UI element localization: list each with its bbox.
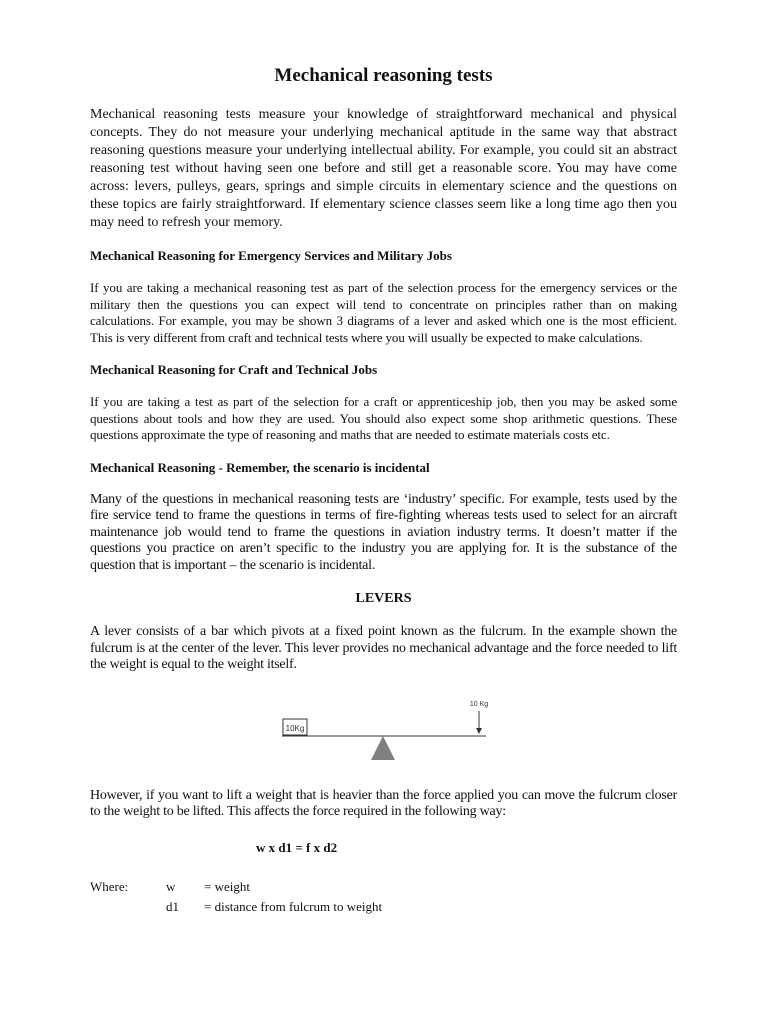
definition-meaning: = distance from fulcrum to weight <box>204 898 383 914</box>
levers-after: However, if you want to lift a weight that is heavier than the force applied you can move the fulcrum closer to the weight to be lifted. This affects the force required in the following way: <box>90 787 677 819</box>
intro-paragraph: Mechanical reasoning tests measure your knowledge of straightforward mechanical and physical concepts. They do not measure your underlying mechanical aptitude in the same way that abstract reasoning questions measure your underlying intellectual ability. For example, you could sit an abstract reasoning test without having seen one before and still get a reasonable score. You may have come across: levers, pulleys, gears, springs and simple circuits in elementary science and the questions on these topics are fairly straightforward. If elementary science classes seem like a long time ago then you may need to refresh your memory. <box>90 107 677 230</box>
section-heading-craft: Mechanical Reasoning for Craft and Technical Jobs <box>90 362 378 377</box>
levers-intro: A lever consists of a bar which pivots at a fixed point known as the fulcrum. In the example shown the fulcrum is at the center of the lever. This lever provides no mechanical advantage and the force needed to lift the weight is equal to the weight itself. <box>90 624 677 672</box>
section-body-emergency: If you are taking a mechanical reasoning test as part of the selection process for the emergency services or the military then the questions you can expect will tend to concentrate on principles rather than on making calculations. For example, you may be shown 3 diagrams of a lever and asked which one is the most efficient. This is very different from craft and technical tests where you will usually be expected to make calculations. <box>90 280 677 345</box>
section-heading-scenario: Mechanical Reasoning - Remember, the scenario is incidental <box>90 459 430 475</box>
weight-label: 10Kg <box>285 723 305 733</box>
lever-formula: w x d1 = f x d2 <box>256 839 338 855</box>
definition-row <box>90 897 677 917</box>
definition-symbol: d1 <box>166 898 179 914</box>
force-arrow-head <box>476 728 482 734</box>
section-heading-emergency: Mechanical Reasoning for Emergency Services and Military Jobs <box>90 248 452 263</box>
fulcrum-triangle <box>371 736 395 760</box>
where-label: Where: <box>90 878 129 894</box>
levers-heading: LEVERS <box>355 591 412 606</box>
page-title: Mechanical reasoning tests <box>274 65 493 86</box>
section-body-craft: If you are taking a test as part of the selection for a craft or apprenticeship job, then you may be asked some questions about tools and how they are used. You should also expect some shop arithmetic questions. These questions approximate the type of reasoning and maths that are needed to estimate materials costs etc. <box>90 394 677 442</box>
definition-meaning: = weight <box>204 878 250 894</box>
lever-diagram-svg <box>90 684 678 774</box>
definition-row <box>90 877 677 897</box>
definition-symbol: w <box>166 878 176 894</box>
section-body-scenario: Many of the questions in mechanical reasoning tests are ‘industry’ specific. For example, tests used by the fire service tend to frame the questions in terms of fire-fighting whereas tests used to select for an aircraft maintenance job would tend to frame the questions in aviation industry terms. It doesn’t matter if the questions you practice on aren’t specific to the industry you are applying for. It is the substance of the question that is important – the scenario is incidental. <box>90 491 677 573</box>
lever-diagram <box>90 684 678 774</box>
force-label: 10 Kg <box>469 700 489 708</box>
